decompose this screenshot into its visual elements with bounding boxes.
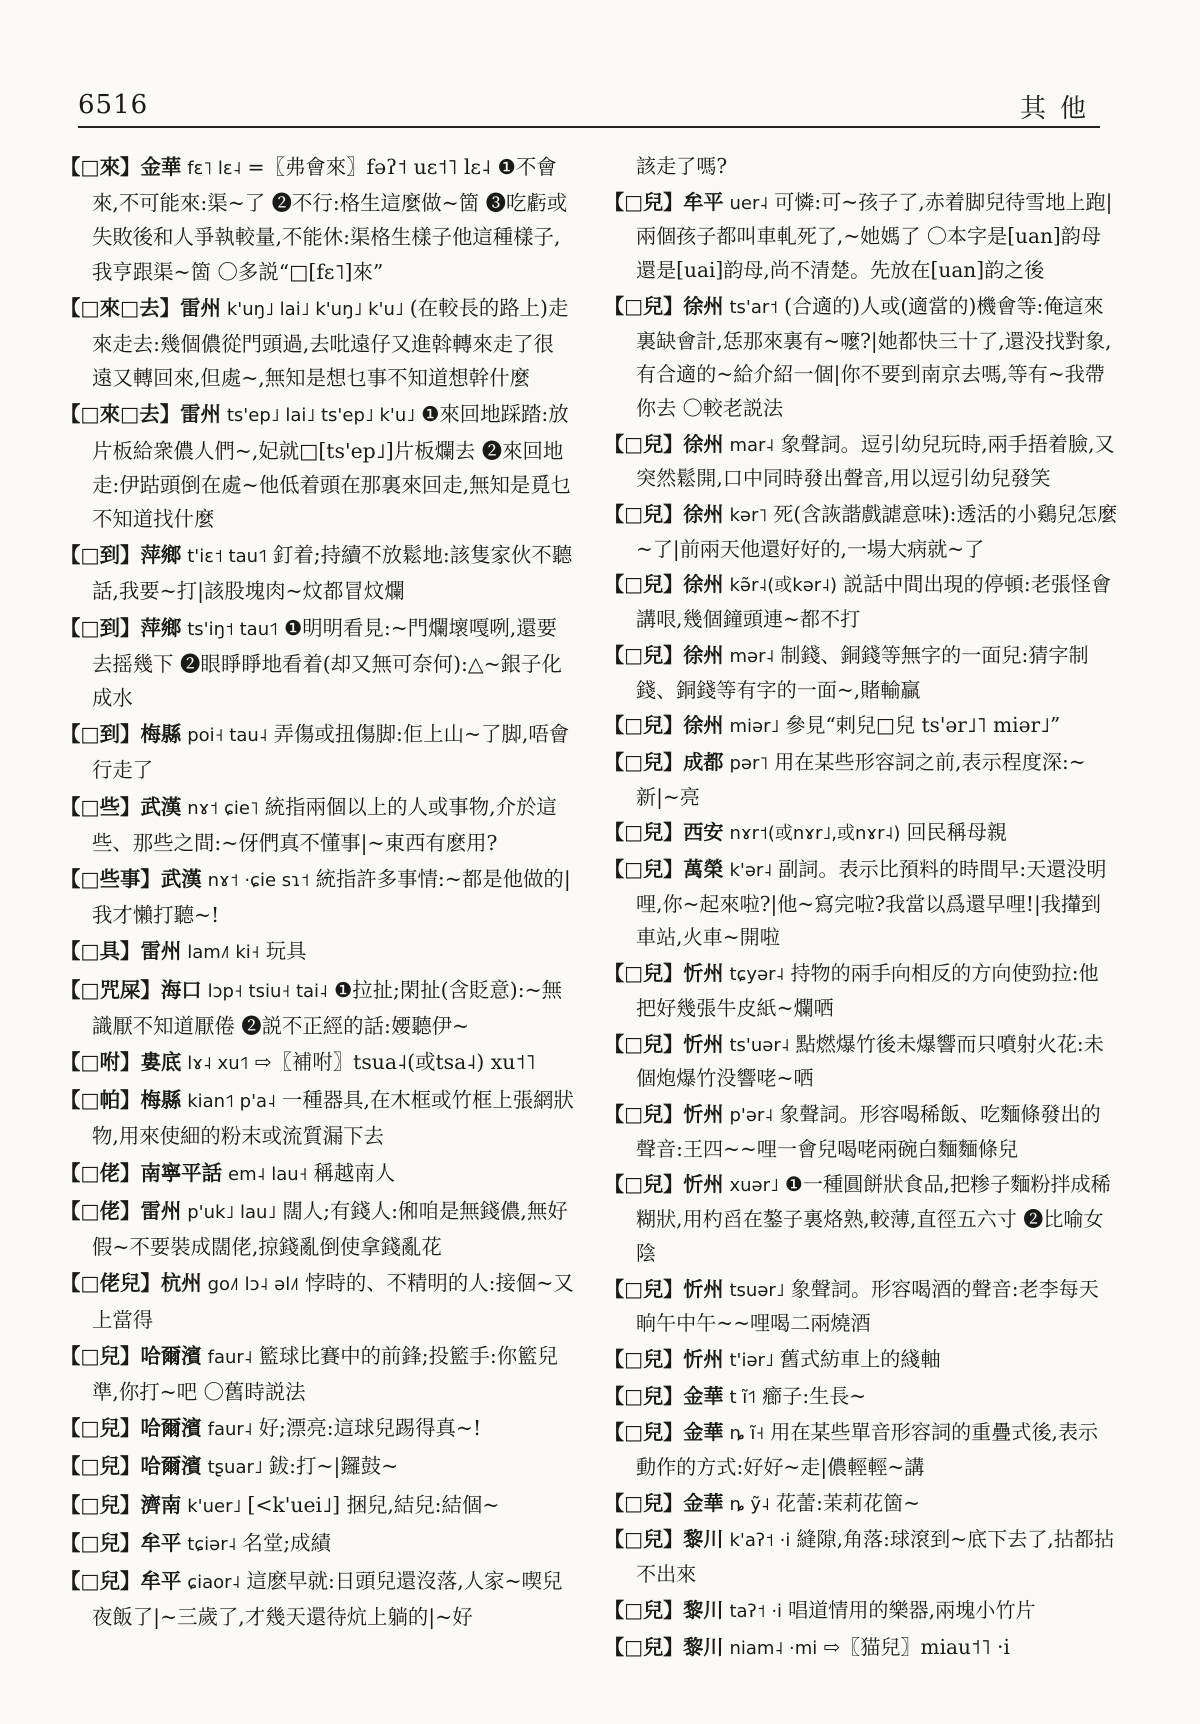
entry-dialect: 婁底: [140, 1050, 182, 1075]
dictionary-entry: [604, 1487, 1118, 1522]
entry-headword: 【□來□去】: [60, 295, 181, 320]
entry-headword: 【□兒】: [604, 1597, 684, 1622]
entry-dialect: 金華: [683, 1420, 724, 1445]
entry-pronunciation: mər˨: [729, 645, 775, 667]
entry-definition: 唱道情用的樂器,兩塊小竹片: [788, 1597, 1036, 1622]
entry-pronunciation: go˩˥ lɔ˨ əl˩˥: [207, 1274, 300, 1296]
entry-dialect: 哈爾濱: [140, 1416, 202, 1441]
dictionary-entry: [604, 1168, 1118, 1270]
entry-pronunciation: miər˩: [729, 716, 780, 738]
entry-definition: 統指許多事情:~都是他做的|我才懶打聽~!: [92, 867, 571, 928]
dictionary-entry: [60, 1266, 574, 1336]
entry-pronunciation: mar˨: [729, 434, 775, 456]
entry-dialect: 忻州: [683, 1172, 724, 1197]
entry-headword: 【□兒】: [604, 1527, 684, 1552]
right-column: [604, 150, 1118, 1667]
entry-definition: 説話中間出現的停頓:老張怪會講哏,幾個鐘頭連~都不打: [636, 572, 1112, 632]
entry-pronunciation: ts'iŋ˦ tau˦˥: [187, 618, 278, 640]
entry-definition: ❶來回地踩踏:放片板給衆儂人們~,妃就□[ts'ep˩]片板爛去 ❷來回地走:伊跍頭倒在處~他低着頭在那裏來回走,無知是覓乜不知道找什麼: [92, 402, 572, 532]
dictionary-entry: [60, 790, 574, 860]
entry-definition: 釘着;持續不放鬆地:該隻家伙不聽話,我要~打|該股塊肉~炆都冒炆爛: [92, 543, 573, 604]
dictionary-entry: [60, 397, 574, 536]
dictionary-entry: [60, 538, 574, 608]
entry-headword: 【□兒】: [604, 1346, 684, 1371]
entry-definition: 一種器具,在木框或竹框上張網狀物,用來使細的粉末或流質漏下去: [92, 1088, 574, 1149]
entry-pronunciation: xuər˩: [729, 1175, 779, 1197]
entry-pronunciation: kər˥: [729, 505, 768, 527]
entry-definition: 用在某些單音形容詞的重疊式後,表示動作的方式:好好~走|儂輕輕~講: [636, 1420, 1099, 1480]
entry-dialect: 雷州: [180, 295, 221, 320]
entry-definition: 持物的兩手向相反的方向使勁拉:他把好幾張牛皮紙~爛哂: [636, 961, 1099, 1020]
entry-headword: 【□兒】: [604, 293, 684, 318]
entry-definition: 弄傷或扭傷脚:佢上山~了脚,唔會行走了: [92, 722, 570, 783]
entry-pronunciation: ts'uər˨: [729, 1034, 790, 1056]
entry-dialect: 金華: [683, 1383, 724, 1408]
entry-pronunciation: faur˨: [207, 1419, 253, 1441]
dictionary-entry: [604, 1098, 1118, 1166]
entry-dialect: 金華: [140, 155, 182, 179]
entry-headword: 【□兒】: [604, 1172, 684, 1197]
entry-dialect: 海口: [160, 977, 202, 1002]
entry-definition: 鈸:打~|鑼鼓~: [268, 1454, 399, 1479]
entry-pronunciation: p'uk˩ lau˩: [187, 1201, 277, 1223]
entry-pronunciation: k'uŋ˩ lai˩ k'uŋ˩ k'u˩: [226, 298, 404, 320]
entry-headword: 【□兒】: [604, 642, 684, 667]
entry-dialect: 成都: [683, 749, 724, 774]
dictionary-entry: [604, 1631, 1118, 1666]
page-header: [78, 86, 1100, 128]
entry-dialect: 濟南: [140, 1492, 182, 1517]
entry-headword: 【□具】: [60, 939, 141, 964]
entry-pronunciation: ȵ ỹ˨: [729, 1493, 770, 1515]
entry-dialect: 哈爾濱: [140, 1343, 202, 1368]
entry-pronunciation: tsuər˩: [729, 1279, 785, 1301]
entry-dialect: 忻州: [683, 1276, 724, 1301]
entry-dialect: 徐州: [683, 431, 724, 456]
entry-definition: 花蕾:茉莉花箇~: [775, 1490, 921, 1515]
entry-definition: (在較長的路上)走來走去:幾個儂從門頭過,去吡遠仔又進斡轉來走了很遠又轉回來,但處~,無知是想乜事不知道想幹什麼: [92, 295, 569, 391]
entry-dialect: 武漢: [140, 794, 182, 819]
entry-headword: 【□兒】: [604, 502, 684, 527]
dictionary-entry: [60, 1045, 574, 1081]
entry-pronunciation: kə̃r˨(或kər˨): [729, 575, 838, 597]
entry-definition: 統指兩個以上的人或事物,介於這些、那些之間:~伢們真不懂事|~東西有麽用?: [92, 794, 557, 855]
entry-dialect: 萍鄉: [140, 543, 182, 568]
dictionary-entry: [60, 973, 574, 1043]
dictionary-entry: [604, 1594, 1118, 1629]
entry-headword: 【□些事】: [60, 867, 161, 892]
entry-pronunciation: taʔ˦ ·i: [729, 1600, 783, 1622]
entry-pronunciation: niam˨ ·mi: [729, 1637, 818, 1659]
dictionary-entry: [604, 746, 1118, 814]
dictionary-entry: [60, 862, 574, 932]
entry-headword: 【□兒】: [604, 1101, 684, 1126]
dictionary-entry: [604, 709, 1118, 744]
dictionary-entry: [604, 428, 1118, 496]
entry-pronunciation: uer˨: [729, 192, 769, 214]
entry-pronunciation: pər˥: [729, 752, 769, 774]
entry-definition: 癤子:生長~: [762, 1383, 867, 1408]
entry-headword: 【□帕】: [60, 1088, 141, 1113]
entry-definition: 舊式紡車上的綫軸: [779, 1346, 941, 1371]
entry-definition: 副詞。表示比預料的時間早:天還没明哩,你~起來啦?|他~寫完啦?我當以爲還早哩!|我攆到車站,火車~開啦: [636, 857, 1107, 950]
entry-pronunciation: poi˧ tau˨: [187, 725, 268, 747]
entry-dialect: 牟平: [683, 189, 724, 214]
entry-dialect: 西安: [683, 820, 724, 845]
entry-headword: 【□佬】: [60, 1160, 141, 1185]
entry-definition: 闊人;有錢人:俰咱是無錢儂,無好假~不要裝成闊佬,掠錢亂倒使拿錢亂花: [92, 1198, 568, 1260]
entry-headword: 【□到】: [60, 722, 141, 747]
dictionary-entry: [60, 717, 574, 787]
entry-headword: 【□兒】: [604, 857, 684, 882]
entry-pronunciation: faur˨: [207, 1346, 253, 1368]
entry-pronunciation: p'ər˨: [729, 1104, 774, 1126]
entry-headword: 【□佬兒】: [60, 1271, 161, 1296]
entry-pronunciation: ɕiaor˨: [187, 1571, 241, 1593]
dictionary-entry: [604, 186, 1118, 288]
entry-pronunciation: tɕyər˨: [729, 964, 785, 986]
entry-headword: 【□兒】: [60, 1343, 141, 1368]
entry-definition: 象聲詞。形容喝稀飯、吃麵條發出的聲音:王四~~哩一會兒喝咾兩碗白麵麵條兒: [636, 1101, 1101, 1161]
entry-headword: 【□兒】: [604, 961, 684, 986]
entry-dialect: 牟平: [140, 1530, 182, 1555]
entry-dialect: 忻州: [683, 1101, 724, 1126]
entry-dialect: 徐州: [683, 642, 724, 667]
entry-headword: 【□兒】: [60, 1530, 141, 1555]
entry-dialect: 梅縣: [140, 722, 182, 747]
entry-headword: 【□兒】: [604, 713, 684, 738]
dictionary-entry: [604, 816, 1118, 851]
entry-dialect: 忻州: [683, 1346, 724, 1371]
dictionary-entry: [604, 1523, 1118, 1591]
entry-dialect: 雷州: [180, 402, 221, 427]
entry-headword: 【□些】: [60, 794, 141, 819]
entry-headword: 【□兒】: [604, 1634, 684, 1659]
entry-definition: 點燃爆竹後未爆響而只噴射火花:未個炮爆竹没響咾~哂: [636, 1031, 1104, 1091]
entry-dialect: 金華: [683, 1490, 724, 1515]
entry-definition: 稱越南人: [313, 1160, 396, 1185]
dictionary-entry: [604, 1380, 1118, 1415]
entry-headword: 【□兒】: [604, 820, 684, 845]
dictionary-entry: [604, 498, 1118, 566]
entry-pronunciation: k'ər˨: [729, 860, 773, 882]
entry-headword: 【□來】: [60, 155, 141, 179]
dictionary-entry: [60, 150, 574, 289]
dictionary-entry: [604, 957, 1118, 1025]
entry-definition: =〖弗會來〗fəʔ˦ uɛ˦˥ lɛ˨ ❶不會來,不可能來:渠~了 ❷不行:格生這麼做~箇 ❸吃虧或失敗後和人爭執較量,不能休:渠格生樣子他這種樣子,我亨跟渠~箇 〇多説“□[fɛ˥]來”: [92, 155, 568, 284]
dictionary-entry: [604, 1416, 1118, 1484]
entry-definition: ⇨〖補咐〗tsua˨(或tsa˨) xu˦˥: [254, 1050, 536, 1075]
dictionary-entry: [60, 1488, 574, 1524]
entry-dialect: 杭州: [160, 1271, 202, 1296]
entry-headword: 【□兒】: [604, 1031, 684, 1056]
entry-headword: 【□兒】: [604, 749, 684, 774]
entry-headword: 【□兒】: [604, 1420, 684, 1445]
dictionary-entry: [60, 1526, 574, 1562]
entry-pronunciation: k'aʔ˦ ·i: [729, 1530, 791, 1552]
entry-headword: 【□兒】: [60, 1568, 141, 1593]
entry-pronunciation: lam˩˥ ki˧: [187, 942, 260, 964]
entry-definition: 玩具: [265, 939, 307, 964]
entry-dialect: 黎川: [683, 1634, 724, 1659]
entry-definition: 名堂;成績: [242, 1530, 331, 1555]
entry-definition: 縫隙,角落:球滾到~底下去了,拈都拈不出來: [636, 1527, 1115, 1587]
dictionary-entry: [60, 291, 574, 396]
entry-headword: 【□到】: [60, 543, 141, 568]
dictionary-entry: [604, 568, 1118, 636]
dictionary-entry: [60, 1339, 574, 1409]
entry-headword: 【□來□去】: [60, 402, 181, 427]
entry-pronunciation: kian˦˥ p'a˨: [187, 1091, 276, 1113]
entry-dialect: 萬榮: [683, 857, 724, 882]
entry-dialect: 黎川: [683, 1527, 724, 1552]
entry-dialect: 梅縣: [140, 1088, 182, 1113]
dictionary-entry: [604, 1028, 1118, 1096]
entry-definition: ❶明明看見:~門爛壞嘎咧,還要去摇幾下 ❷眼睜睜地看着(却又無可奈何):△~銀子化成水: [92, 615, 562, 711]
entry-pronunciation: nɤr˦(或nɤr˩,或nɤr˨): [729, 823, 901, 845]
entry-dialect: 忻州: [683, 961, 724, 986]
entry-pronunciation: ts'ep˩ lai˩ ts'ep˩ k'u˩: [226, 405, 416, 427]
page-number: 6516: [78, 90, 149, 120]
entry-pronunciation: t ĩ˦˥: [729, 1386, 757, 1408]
entry-definition: 這麽早就:日頭兒還沒落,人家~喫兒夜飯了|~三歲了,才幾天還待炕上躺的|~好: [92, 1568, 563, 1630]
entry-dialect: 忻州: [683, 1031, 724, 1056]
entry-pronunciation: nɤ˦ ·ɕie sɿ˦: [207, 870, 310, 892]
dictionary-entry: [604, 639, 1118, 707]
entry-pronunciation: t'iər˩: [729, 1349, 774, 1371]
entry-headword: 【□兒】: [604, 1383, 684, 1408]
entry-dialect: 牟平: [140, 1568, 182, 1593]
entry-headword: 【□兒】: [60, 1492, 141, 1517]
entry-definition: 好;漂亮:這球兒踢得真~!: [258, 1416, 482, 1441]
entry-dialect: 萍鄉: [140, 615, 182, 640]
entry-headword: 【□咐】: [60, 1050, 141, 1075]
dictionary-entry: [60, 611, 574, 716]
entry-definition: 回民稱母親: [906, 820, 1007, 845]
left-column: [60, 150, 574, 1636]
entry-pronunciation: t'iɛ˦ tau˦˥: [187, 546, 267, 568]
entry-pronunciation: ȵ ĩ˧: [729, 1423, 765, 1445]
entry-dialect: 南寧平話: [140, 1160, 222, 1185]
entry-headword: 【□兒】: [60, 1454, 141, 1479]
entry-pronunciation: k'uer˩: [187, 1495, 242, 1517]
entry-dialect: 黎川: [683, 1597, 724, 1622]
entry-definition: 悖時的、不精明的人:接個~又上當得: [92, 1271, 574, 1332]
entry-definition: ❶一種圓餅狀食品,把糁子麵粉拌成稀糊狀,用杓舀在鏊子裏烙熟,較薄,直徑五六寸 ❷比喻女陰: [636, 1172, 1111, 1265]
entry-dialect: 武漢: [160, 867, 202, 892]
entry-headword: 【□兒】: [604, 431, 684, 456]
entry-definition: ⇨〖猫兒〗miau˦˥ ·i: [823, 1634, 1010, 1659]
entry-headword: 【□兒】: [604, 572, 684, 597]
entry-dialect: 雷州: [140, 1198, 182, 1223]
entry-definition: 用在某些形容詞之前,表示程度深:~新|~亮: [636, 749, 1086, 809]
dictionary-entry: [60, 1564, 574, 1634]
entry-headword: 【□兒】: [60, 1416, 141, 1441]
entry-definition: 參見“剌兒□兒 ts'ər˩˥ miər˩”: [785, 713, 1061, 738]
entry-pronunciation: nɤ˦ ɕie˥: [187, 797, 259, 819]
entry-definition: 死(含詼諧戲謔意味):透活的小鷄兒怎麼~了|前兩天他還好好的,一場大病就~了: [636, 502, 1118, 561]
entry-pronunciation: tʂuar˩: [207, 1457, 263, 1479]
dictionary-entry: [604, 853, 1118, 955]
entry-definition: ❶拉扯;閑扯(含貶意):~無識厭不知道厭倦 ❷説不正經的話:婹聽伊~: [92, 977, 563, 1038]
entry-headword: 【□兒】: [604, 189, 684, 214]
entry-pronunciation: em˨ lau˧: [228, 1163, 308, 1185]
section-title: 其他: [1019, 94, 1100, 124]
entry-definition: 象聲詞。逗引幼兒玩時,兩手捂着臉,又突然鬆開,口中同時發出聲音,用以逗引幼兒發笑: [636, 431, 1115, 491]
entry-dialect: 哈爾濱: [140, 1454, 202, 1479]
entry-pronunciation: fɛ˥ lɛ˨: [187, 158, 242, 179]
dictionary-entry: [60, 1449, 574, 1485]
entry-pronunciation: ts'ar˦: [729, 296, 779, 318]
entry-headword: 【□佬】: [60, 1198, 141, 1223]
entry-definition: 象聲詞。形容喝酒的聲音:老李每天晌午中午~~哩喝二兩燒酒: [636, 1276, 1099, 1336]
entry-definition: 籃球比賽中的前鋒;投籃手:你籃兒準,你打~吧 〇舊時説法: [92, 1343, 558, 1404]
entry-dialect: 雷州: [140, 939, 182, 964]
entry-dialect: 徐州: [683, 293, 724, 318]
entry-headword: 【□咒屎】: [60, 977, 161, 1002]
entry-pronunciation: lɤ˨ xu˦˥: [187, 1053, 249, 1075]
entry-pronunciation: lɔp˧ tsiu˧ tai˨: [207, 980, 328, 1002]
entry-dialect: 徐州: [683, 572, 724, 597]
dictionary-entry: [604, 290, 1118, 426]
entry-pronunciation: tɕiər˨: [187, 1533, 237, 1555]
entry-continuation: 該走了嗎?: [636, 154, 728, 178]
entry-dialect: 徐州: [683, 713, 724, 738]
entry-definition: (合適的)人或(適當的)機會等:俺這來裏缺會計,恁那來裏有~嚒?|她都快三十了,還没找對象,有合適的~給介紹一個|你不要到南京去嗎,等有~我帶你去 〇較老説法: [636, 293, 1112, 420]
dictionary-entry: [604, 1273, 1118, 1341]
dictionary-entry: [604, 1343, 1118, 1378]
entry-headword: 【□到】: [60, 615, 141, 640]
dictionary-entry: [60, 1156, 574, 1192]
entry-definition: 制錢、銅錢等無字的一面兒:猜字制錢、銅錢等有字的一面~,賭輸贏: [636, 642, 1089, 702]
dictionary-entry: [60, 934, 574, 970]
entry-headword: 【□兒】: [604, 1490, 684, 1515]
entry-headword: 【□兒】: [604, 1276, 684, 1301]
dictionary-entry: [60, 1083, 574, 1153]
entry-definition: 可憐:可~孩子了,赤着脚兒待雪地上跑|兩個孩子都叫車軋死了,~她媽了 〇本字是[uan]韵母還是[uai]韵母,尚不清楚。先放在[uan]韵之後: [636, 189, 1113, 283]
entry-dialect: 徐州: [683, 502, 724, 527]
dictionary-entry: [60, 1194, 574, 1264]
dictionary-entry: [60, 1411, 574, 1447]
entry-definition: [<k'uei˩] 捆兒,結兒:結個~: [247, 1492, 500, 1517]
